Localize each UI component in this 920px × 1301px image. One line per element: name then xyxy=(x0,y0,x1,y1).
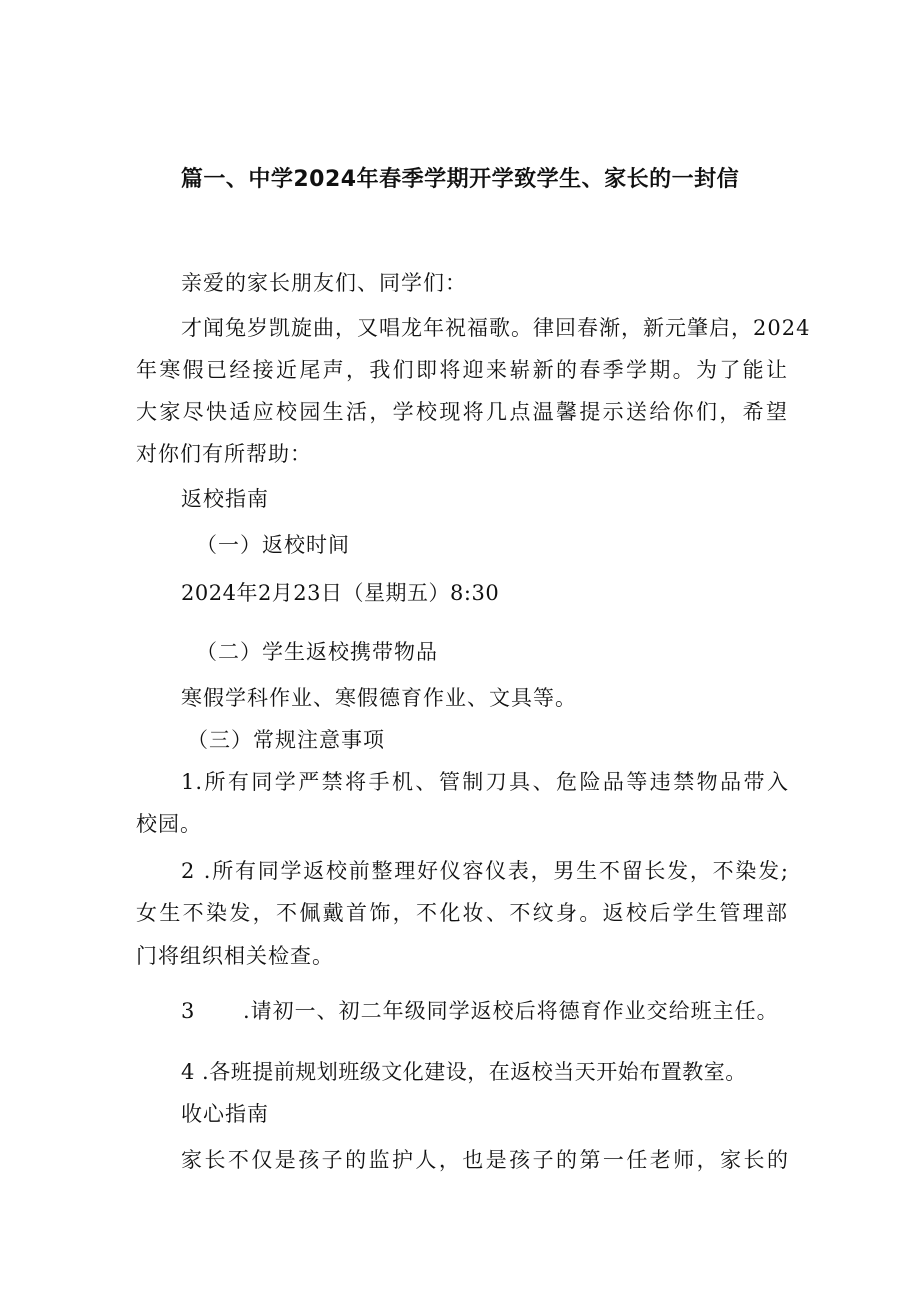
intro-line-1: 才闻兔岁凯旋曲，又唱龙年祝福歌。律回春渐，新元肇启，2024 xyxy=(181,316,811,340)
item3-text: .请初一、初二年级同学返校后将德育作业交给班主任。 xyxy=(243,999,779,1023)
item2-line-3: 门将组织相关检查。 xyxy=(136,944,334,968)
greeting: 亲爱的家长朋友们、同学们： xyxy=(181,271,467,295)
sub2-heading: （二）学生返校携带物品 xyxy=(196,640,438,664)
item2-line-2: 女生不染发，不佩戴首饰，不化妆、不纹身。返校后学生管理部 xyxy=(136,901,788,925)
section-return-guide: 返校指南 xyxy=(181,487,269,511)
item1-line-2: 校园。 xyxy=(136,812,202,836)
item2-line-1: 2 .所有同学返校前整理好仪容仪表，男生不留长发，不染发; xyxy=(181,859,789,883)
sub1-content: 2024年2月23日（星期五）8:30 xyxy=(181,581,500,605)
document-title: 篇一、中学2024年春季学期开学致学生、家长的一封信 xyxy=(180,167,740,192)
item4: 4 .各班提前规划班级文化建设，在返校当天开始布置教室。 xyxy=(181,1060,747,1084)
intro-line-4: 对你们有所帮助： xyxy=(136,442,312,466)
item1-line-1: 1.所有同学严禁将手机、管制刀具、危险品等违禁物品带入 xyxy=(181,770,789,794)
sub1-heading: （一）返校时间 xyxy=(196,533,350,557)
sub2-content: 寒假学科作业、寒假德育作业、文具等。 xyxy=(181,686,577,710)
intro-line-2: 年寒假已经接近尾声，我们即将迎来崭新的春季学期。为了能让 xyxy=(136,358,788,382)
section-mind-guide: 收心指南 xyxy=(181,1102,269,1126)
intro-line-3: 大家尽快适应校园生活，学校现将几点温馨提示送给你们，希望 xyxy=(136,400,788,424)
closing-line: 家长不仅是孩子的监护人，也是孩子的第一任老师，家长的 xyxy=(181,1148,789,1172)
item3-number: 3 xyxy=(181,999,196,1023)
sub3-heading: （三）常规注意事项 xyxy=(187,728,385,752)
